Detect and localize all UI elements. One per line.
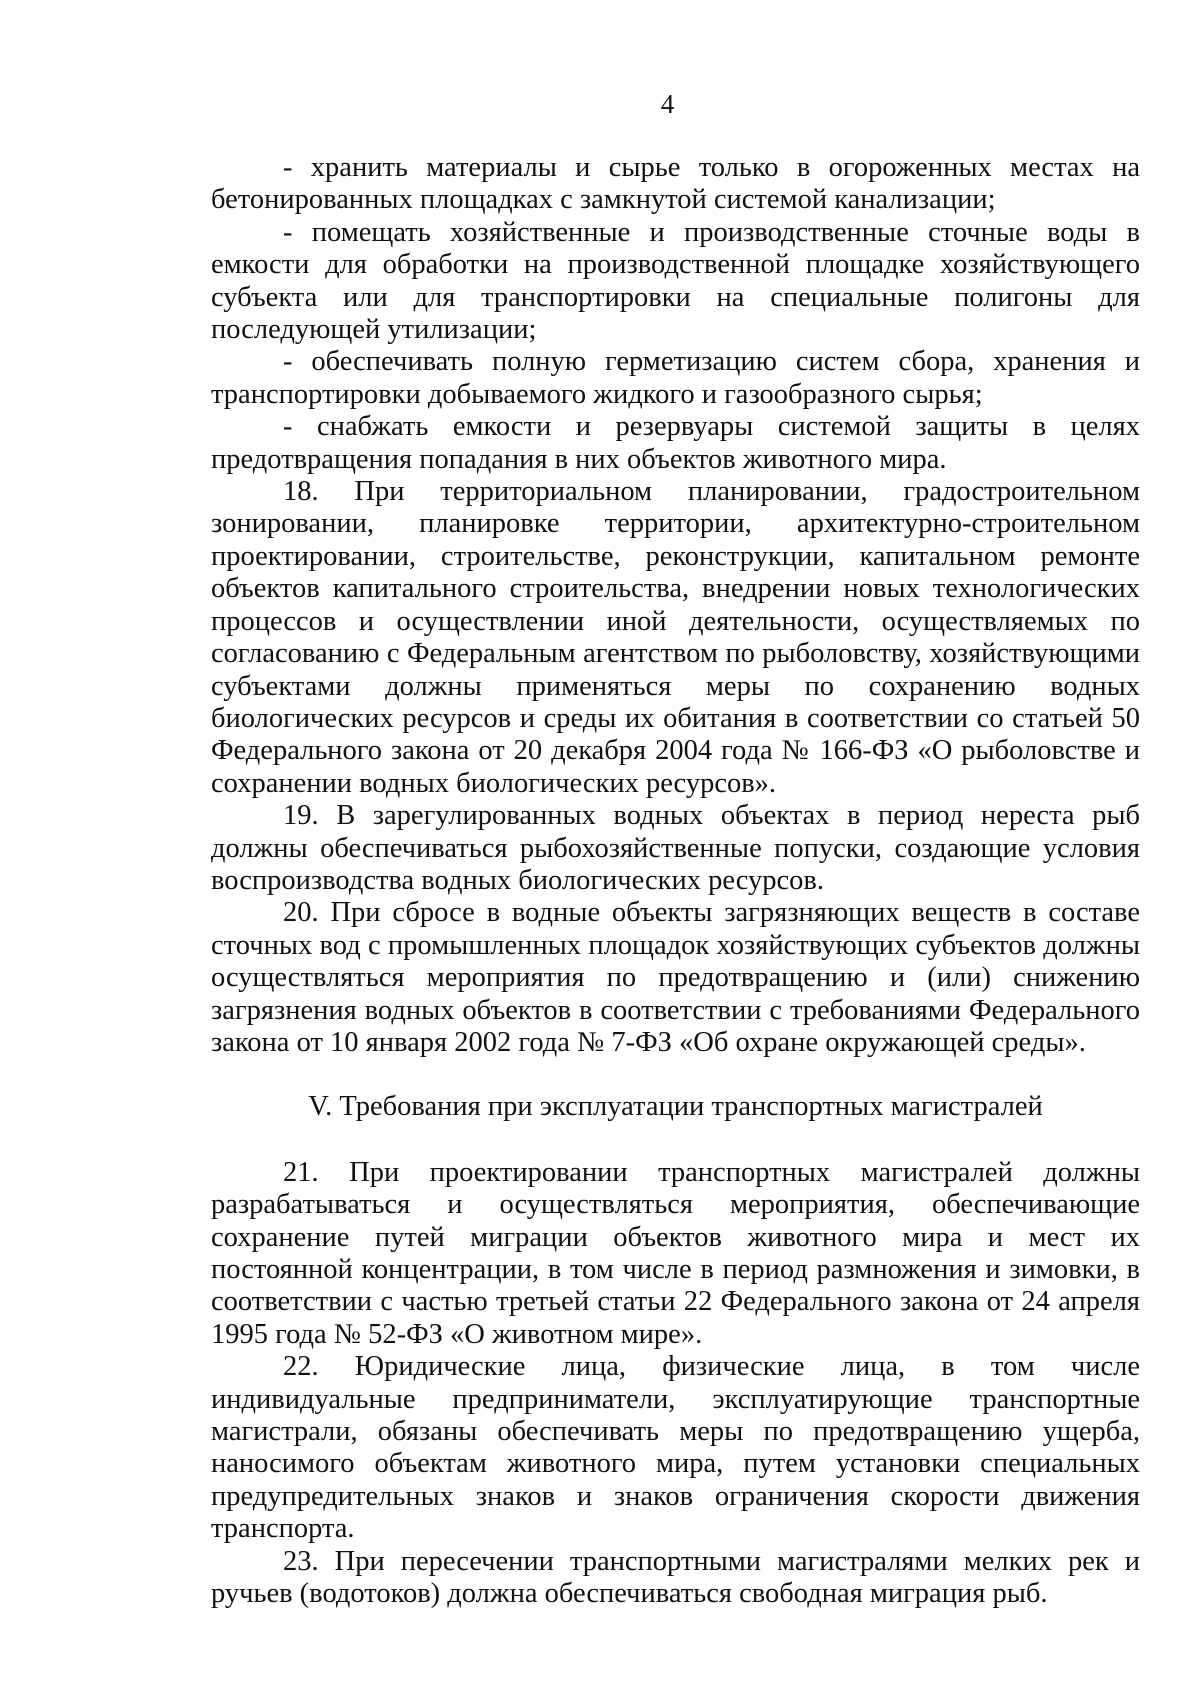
paragraph-item-21: 21. При проектировании транспортных магистралей должны разрабатываться и осуществляться мероприятия, обеспечивающие сохранение путей миграции объектов животного мира и мест их постоянной концентрации, в том числе в период размножения и зимовки, в соответствии с частью третьей статьи 22 Федерального закона от 24 апреля 1995 года № 52-ФЗ «О животном мире». <box>211 1156 1140 1350</box>
paragraph-item-23: 23. При пересечении транспортными магистралями мелких рек и ручьев (водотоков) должна обеспечиваться свободная миграция рыб. <box>211 1545 1140 1610</box>
document-body <box>211 152 1140 1610</box>
paragraph-bullet-store-materials: - хранить материалы и сырье только в огороженных местах на бетонированных площадках с замкнутой системой канализации; <box>211 152 1140 216</box>
paragraph-item-20: 20. При сбросе в водные объекты загрязняющих веществ в составе сточных вод с промышленных площадок хозяйствующих субъектов должны осуществляться мероприятия по предотвращению и (или) снижению загрязнения водных объектов в соответствии с требованиями Федерального закона от 10 января 2002 года № 7-ФЗ «Об охране окружающей среды». <box>211 897 1140 1058</box>
page-number: 4 <box>660 89 675 119</box>
paragraph-item-22: 22. Юридические лица, физические лица, в том числе индивидуальные предприниматели, эксплуатирующие транспортные магистрали, обязаны обеспечивать меры по предотвращению ущерба, наносимого объектам животного мира, путем установки специальных предупредительных знаков и знаков ограничения скорости движения транспорта. <box>211 1351 1140 1545</box>
paragraph-bullet-wastewater-containers: - помещать хозяйственные и производственные сточные воды в емкости для обработки на производственной площадке хозяйствующего субъекта или для транспортировки на специальные полигоны для последующей утилизации; <box>211 216 1140 346</box>
section-heading: V. Требования при эксплуатации транспортных магистралей <box>308 1091 1043 1123</box>
paragraph-bullet-sealing-systems: - обеспечивать полную герметизацию систем сбора, хранения и транспортировки добываемого жидкого и газообразного сырья; <box>211 346 1140 410</box>
paragraph-bullet-tank-protection: - снабжать емкости и резервуары системой защиты в целях предотвращения попадания в них объектов животного мира. <box>211 411 1140 475</box>
paragraph-item-19: 19. В зарегулированных водных объектах в период нереста рыб должны обеспечиваться рыбохозяйственные попуски, создающие условия воспроизводства водных биологических ресурсов. <box>211 800 1140 896</box>
paragraph-item-18: 18. При территориальном планировании, градостроительном зонировании, планировке территории, архитектурно-строительном проектировании, строительстве, реконструкции, капитальном ремонте объектов капитального строительства, внедрении новых технологических процессов и осуществлении иной деятельности, осуществляемых по согласованию с Федеральным агентством по рыболовству, хозяйствующими субъектами должны применяться меры по сохранению водных биологических ресурсов и среды их обитания в соответствии со статьей 50 Федерального закона от 20 декабря 2004 года № 166-ФЗ «О рыболовстве и сохранении водных биологических ресурсов». <box>211 476 1140 799</box>
